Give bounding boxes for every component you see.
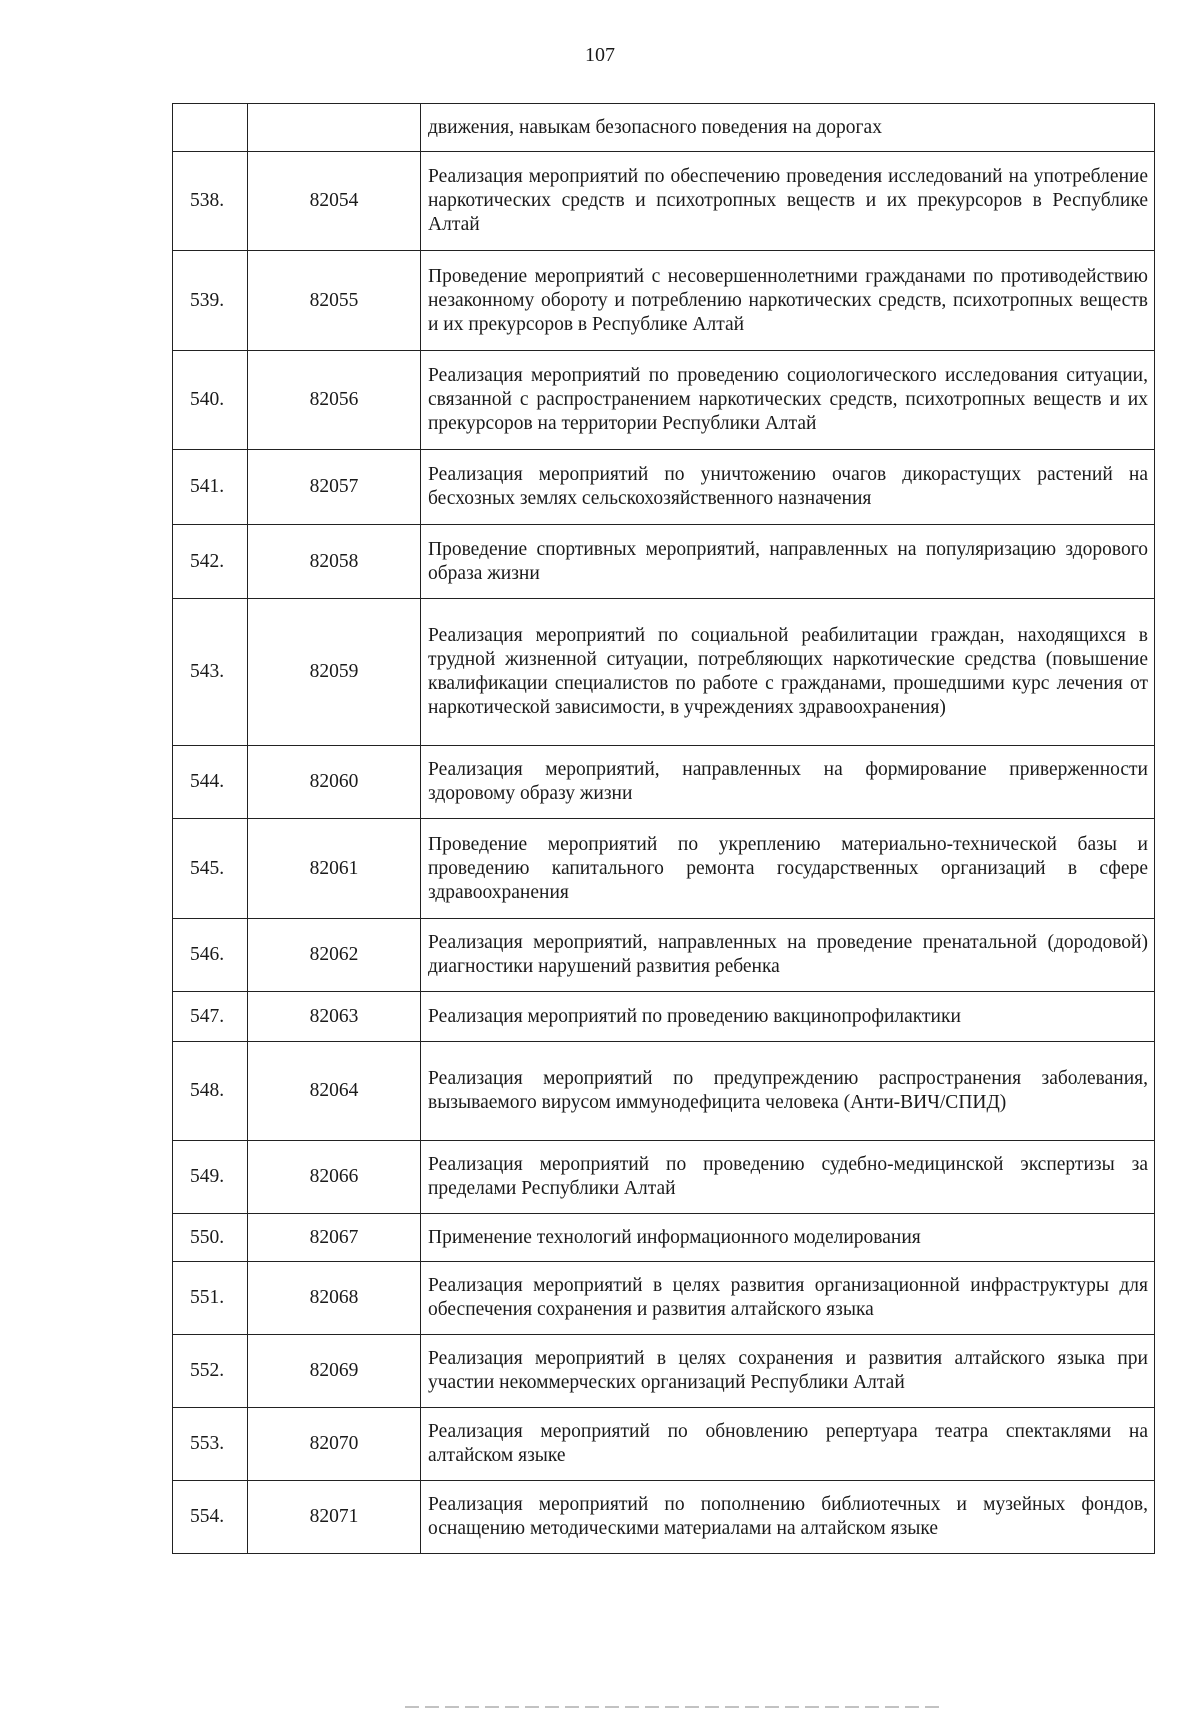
row-code: 82064 — [248, 1042, 421, 1141]
table-row — [173, 819, 1155, 919]
table-row — [173, 992, 1155, 1042]
row-name: Проведение мероприятий по укреплению материально-технической базы и проведению капитального ремонта государственных организаций в сфере здравоохранения — [421, 819, 1155, 919]
table-row — [173, 1408, 1155, 1481]
table-row — [173, 251, 1155, 351]
row-name: Реализация мероприятий по предупреждению распространения заболевания, вызываемого вирусом иммунодефицита человека (Анти-ВИЧ/СПИД) — [421, 1042, 1155, 1141]
row-name: Реализация мероприятий по социальной реабилитации граждан, находящихся в трудной жизненной ситуации, потребляющих наркотические средства (повышение квалификации специалистов по работе с гражданами, прошедшими курс лечения от наркотической зависимости, в учреждениях здравоохранения) — [421, 599, 1155, 746]
row-number: 541. — [173, 450, 248, 525]
table-row — [173, 1335, 1155, 1408]
row-number: 544. — [173, 746, 248, 819]
row-number: 554. — [173, 1481, 248, 1554]
row-code: 82057 — [248, 450, 421, 525]
row-number: 538. — [173, 152, 248, 251]
row-number: 547. — [173, 992, 248, 1042]
table-row — [173, 152, 1155, 251]
table-row — [173, 746, 1155, 819]
page-number: 107 — [585, 44, 615, 66]
row-number: 550. — [173, 1214, 248, 1262]
row-number: 549. — [173, 1141, 248, 1214]
row-name: Проведение спортивных мероприятий, направленных на популяризацию здорового образа жизни — [421, 525, 1155, 599]
table-row — [173, 1262, 1155, 1335]
table-row — [173, 525, 1155, 599]
row-code: 82055 — [248, 251, 421, 351]
row-code: 82054 — [248, 152, 421, 251]
row-code: 82061 — [248, 819, 421, 919]
row-number: 553. — [173, 1408, 248, 1481]
row-name: Реализация мероприятий по проведению социологического исследования ситуации, связанной с распространением наркотических средств, психотропных веществ и их прекурсоров на территории Республики Алтай — [421, 351, 1155, 450]
row-name: Реализация мероприятий в целях сохранения и развития алтайского языка при участии некоммерческих организаций Республики Алтай — [421, 1335, 1155, 1408]
row-number: 543. — [173, 599, 248, 746]
row-code: 82066 — [248, 1141, 421, 1214]
row-code: 82071 — [248, 1481, 421, 1554]
row-name: Реализация мероприятий в целях развития организационной инфраструктуры для обеспечения сохранения и развития алтайского языка — [421, 1262, 1155, 1335]
row-name: Реализация мероприятий по проведению вакцинопрофилактики — [421, 992, 1155, 1042]
row-name: Проведение мероприятий с несовершеннолетними гражданами по противодействию незаконному обороту и потреблению наркотических средств, психотропных веществ и их прекурсоров в Республике Алтай — [421, 251, 1155, 351]
row-name: Реализация мероприятий по пополнению библиотечных и музейных фондов, оснащению методическими материалами на алтайском языке — [421, 1481, 1155, 1554]
table-body — [173, 104, 1155, 1554]
row-name: Реализация мероприятий по обеспечению проведения исследований на употребление наркотических средств и психотропных веществ и их прекурсоров в Республике Алтай — [421, 152, 1155, 251]
row-code: 82060 — [248, 746, 421, 819]
row-number: 551. — [173, 1262, 248, 1335]
table-row — [173, 450, 1155, 525]
table-row — [173, 104, 1155, 152]
row-code: 82058 — [248, 525, 421, 599]
row-name: Реализация мероприятий по проведению судебно-медицинской экспертизы за пределами Республики Алтай — [421, 1141, 1155, 1214]
table-row — [173, 1481, 1155, 1554]
row-name: Реализация мероприятий, направленных на проведение пренатальной (дородовой) диагностики нарушений развития ребенка — [421, 919, 1155, 992]
row-number: 548. — [173, 1042, 248, 1141]
row-code: 82056 — [248, 351, 421, 450]
classification-table — [172, 103, 1155, 1554]
row-code: 82062 — [248, 919, 421, 992]
row-number: 552. — [173, 1335, 248, 1408]
row-code: 82059 — [248, 599, 421, 746]
row-number — [173, 104, 248, 152]
table-row — [173, 1141, 1155, 1214]
row-number: 545. — [173, 819, 248, 919]
row-name: Применение технологий информационного моделирования — [421, 1214, 1155, 1262]
row-code: 82070 — [248, 1408, 421, 1481]
row-name: Реализация мероприятий по уничтожению очагов дикорастущих растений на бесхозных землях сельскохозяйственного назначения — [421, 450, 1155, 525]
row-name: Реализация мероприятий, направленных на формирование приверженности здоровому образу жизни — [421, 746, 1155, 819]
table-row — [173, 599, 1155, 746]
row-number: 540. — [173, 351, 248, 450]
row-name: Реализация мероприятий по обновлению репертуара театра спектаклями на алтайском языке — [421, 1408, 1155, 1481]
row-code: 82068 — [248, 1262, 421, 1335]
row-number: 542. — [173, 525, 248, 599]
table-row — [173, 351, 1155, 450]
table-row — [173, 919, 1155, 992]
scan-edge-line — [405, 1706, 945, 1708]
table-row — [173, 1042, 1155, 1141]
row-code: 82067 — [248, 1214, 421, 1262]
row-number: 546. — [173, 919, 248, 992]
row-code: 82063 — [248, 992, 421, 1042]
row-name: движения, навыкам безопасного поведения на дорогах — [421, 104, 1155, 152]
row-code: 82069 — [248, 1335, 421, 1408]
row-number: 539. — [173, 251, 248, 351]
row-code — [248, 104, 421, 152]
table-row — [173, 1214, 1155, 1262]
